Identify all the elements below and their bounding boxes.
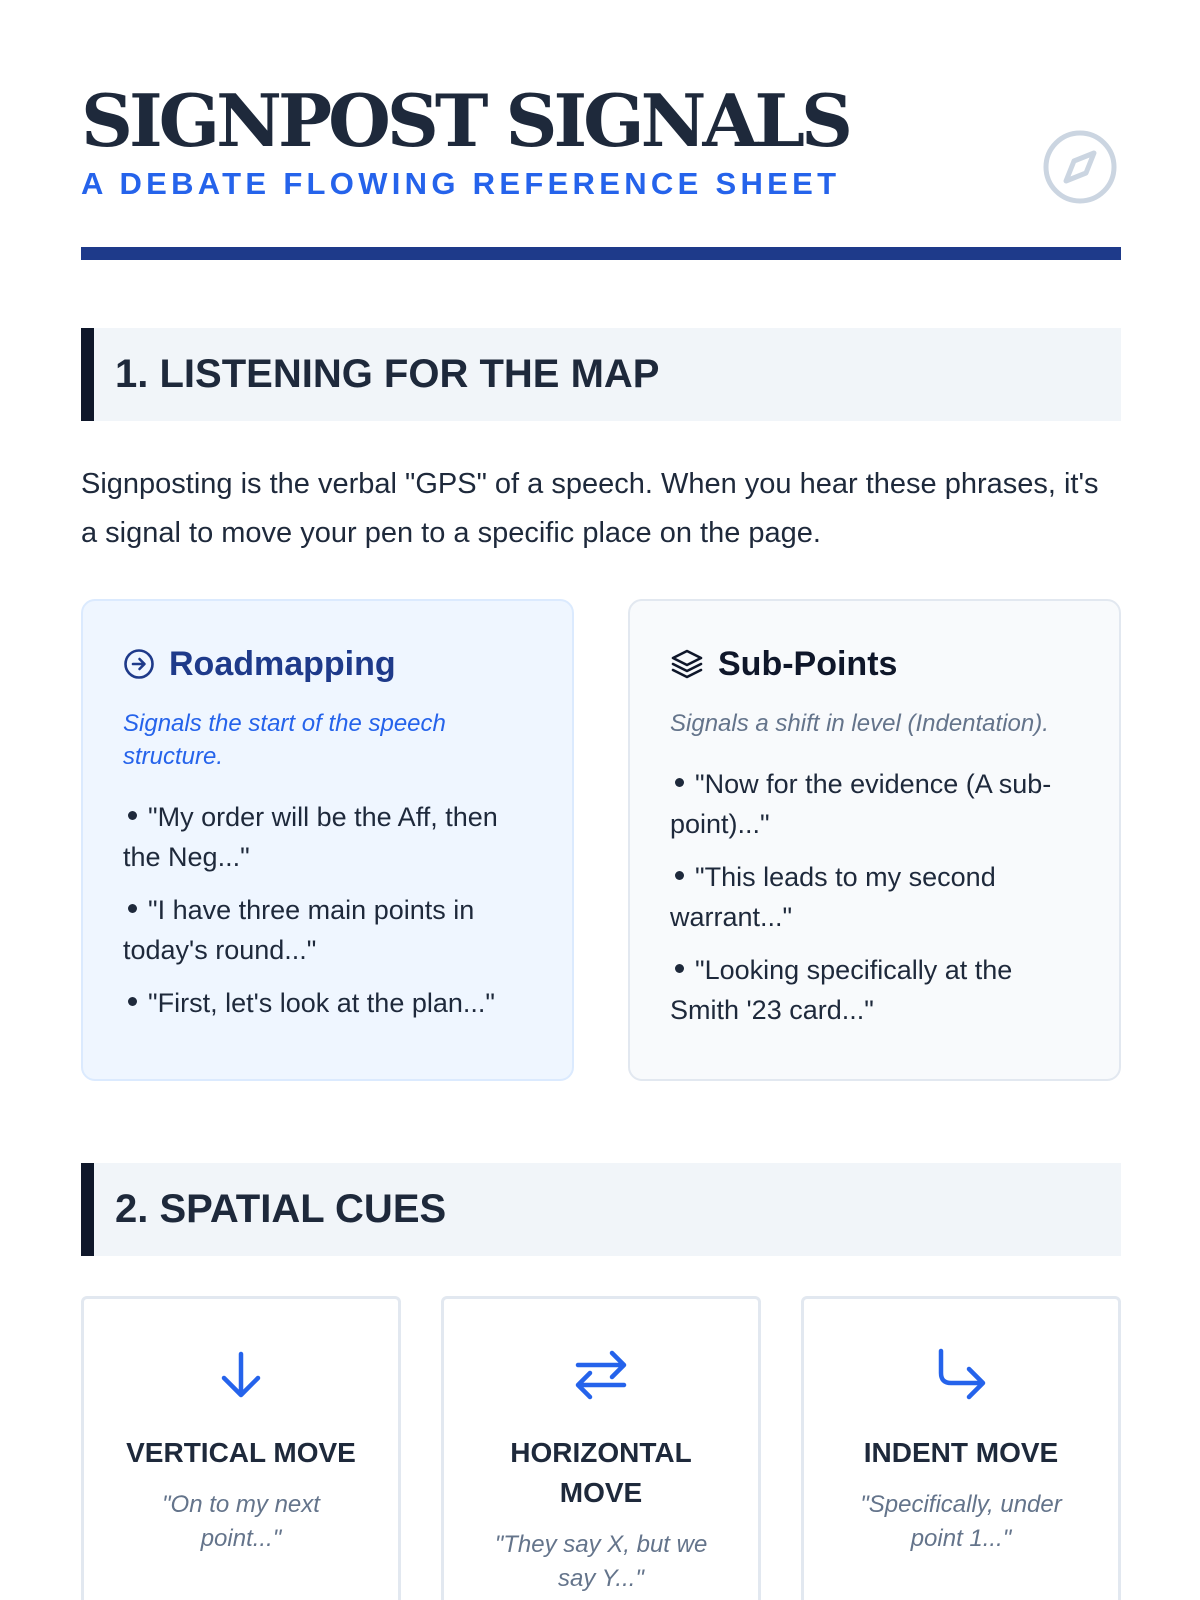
tile-indent-move — [801, 1296, 1121, 1600]
layers-icon — [670, 647, 704, 681]
bullet-icon — [675, 871, 684, 880]
tile-title: VERTICAL MOVE — [126, 1437, 356, 1468]
intro-paragraph: Signposting is the verbal "GPS" of a speech. When you hear these phrases, it's a signal to move your pen to a specific place on the page. — [81, 468, 1099, 549]
reference-sheet — [81, 0, 1121, 1600]
list-item: "My order will be the Aff, then the Neg..." — [123, 802, 498, 872]
page-title: SIGNPOST SIGNALS — [81, 78, 849, 163]
example-list — [123, 797, 532, 1023]
tile-title: INDENT MOVE — [863, 1437, 1059, 1468]
arrow-circle-right-icon — [123, 648, 155, 680]
section-heading-listening — [81, 328, 1121, 421]
card-title: Roadmapping — [169, 645, 396, 683]
example-list — [670, 764, 1079, 1030]
page-subtitle: A DEBATE FLOWING REFERENCE SHEET — [81, 166, 841, 201]
bullet-icon — [128, 997, 137, 1006]
section-heading-spatial — [81, 1163, 1121, 1256]
list-item: "First, let's look at the plan..." — [123, 983, 532, 1023]
tile-quote: "On to my next point..." — [162, 1491, 320, 1552]
card-sub-points — [628, 599, 1121, 1081]
card-header — [123, 641, 532, 687]
tile-horizontal-move — [441, 1296, 761, 1600]
bullet-icon — [675, 964, 684, 973]
list-item: "I have three main points in today's round..." — [123, 895, 475, 965]
tile-quote: "Specifically, under point 1..." — [860, 1491, 1062, 1552]
tile-vertical-move — [81, 1296, 401, 1600]
card-header — [670, 641, 1079, 687]
header — [81, 78, 1121, 262]
bullet-icon — [128, 811, 137, 820]
compass-icon — [1042, 129, 1118, 205]
bullet-icon — [675, 778, 684, 787]
tile-title: HORIZONTAL MOVE — [510, 1437, 692, 1508]
list-item: "Now for the evidence (A sub-point)..." — [670, 769, 1052, 839]
tile-quote: "They say X, but we say Y..." — [494, 1531, 708, 1592]
list-item: "Looking specifically at the Smith '23 card..." — [670, 955, 1013, 1025]
card-title: Sub-Points — [718, 645, 898, 683]
card-subtitle: Signals a shift in level (Indentation). — [670, 710, 1049, 737]
corner-down-right-icon — [933, 1347, 989, 1403]
card-subtitle: Signals the start of the speech structure. — [123, 710, 446, 770]
card-roadmapping — [81, 599, 574, 1081]
list-item: "This leads to my second warrant..." — [670, 862, 996, 932]
header-divider — [81, 247, 1121, 260]
section-title: 1. LISTENING FOR THE MAP — [115, 352, 660, 396]
section-title: 2. SPATIAL CUES — [115, 1187, 447, 1231]
bullet-icon — [128, 904, 137, 913]
arrow-down-icon — [215, 1349, 267, 1401]
arrows-left-right-icon — [572, 1346, 630, 1404]
